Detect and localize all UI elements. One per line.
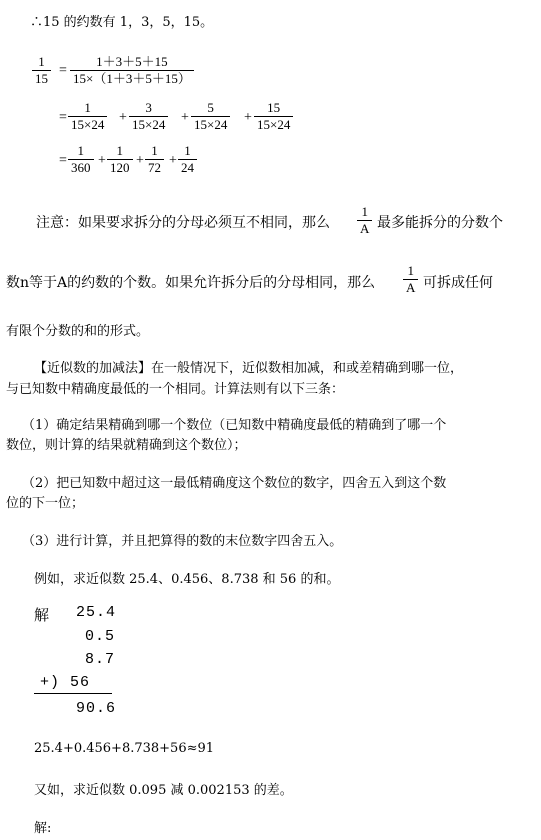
- result-line: 25.4+0.456+8.738+56≈91: [34, 741, 215, 756]
- r3-fraction-3: [145, 143, 164, 176]
- jie-label-2: 解:: [34, 821, 52, 836]
- rule-1-line-2: 数位，则计算的结果就精确到这个数位）；: [6, 438, 247, 453]
- addend-1: 25.4: [76, 604, 117, 621]
- plus-sign: +: [98, 153, 106, 168]
- plus-sign: +: [181, 110, 189, 125]
- section-heading-line: 【近似数的加减法】在一般情况下，近似数相加减，和或差精确到哪一位，: [34, 361, 464, 376]
- fraction-numerator: 1: [361, 204, 368, 219]
- lhs-fraction: [32, 54, 51, 87]
- sum-result: 90.6: [76, 700, 117, 717]
- fraction-denominator: 24: [181, 160, 194, 175]
- fraction-denominator: 15×24: [257, 117, 291, 132]
- note-line-2: 数n等于A的约数的个数。如果允许拆分后的分母相同，那么: [6, 275, 376, 291]
- example-1: 例如，求近似数 25.4、0.456、8.738 和 56 的和。: [34, 572, 340, 587]
- rule-2-line-2: 位的下一位；: [6, 496, 85, 511]
- rule-1-line-1: （1）确定结果精确到哪一个数位（已知数中精确度最低的精确到了哪一个: [22, 418, 447, 433]
- fraction-denominator: 15×24: [194, 117, 228, 132]
- note-line-1: 注意：如果要求拆分的分母必须互不相同，那么: [36, 215, 330, 231]
- rule-3: （3）进行计算，并且把算得的数的末位数字四舍五入。: [22, 534, 343, 549]
- intro-line: ∴15 的约数有 1，3，5，15。: [30, 15, 214, 30]
- r2-fraction-2: [129, 100, 168, 133]
- fraction-numerator: 3: [145, 100, 152, 115]
- fraction-numerator: 1: [151, 143, 158, 158]
- addend-2: 0.5: [85, 628, 116, 645]
- fraction-denominator: 15×24: [71, 117, 105, 132]
- example-2: 又如，求近似数 0.095 减 0.002153 的差。: [34, 783, 293, 798]
- r3-fraction-2: [107, 143, 133, 176]
- fraction-denominator: A: [360, 221, 370, 236]
- equals-sign: =: [59, 153, 67, 168]
- fraction-numerator: 1: [116, 143, 123, 158]
- fraction-numerator: 15: [267, 100, 281, 115]
- equals-sign: =: [59, 110, 67, 125]
- fraction-numerator: 5: [207, 100, 214, 115]
- jie-label: 解: [34, 606, 50, 624]
- fraction-denominator: 15×24: [132, 117, 166, 132]
- sum-rule-line: [34, 693, 112, 694]
- plus-sign: +: [244, 110, 252, 125]
- addend-3: 8.7: [85, 651, 116, 668]
- section-line-2: 与已知数中精确度最低的一个相同。计算法则有以下三条：: [6, 382, 345, 397]
- fraction-denominator: A: [406, 280, 416, 295]
- r2-fraction-4: [254, 100, 293, 133]
- fraction-numerator: 1: [407, 263, 414, 278]
- fraction-numerator: 1: [38, 54, 45, 69]
- fraction-numerator: 1: [84, 100, 91, 115]
- fraction-denominator: 15: [35, 71, 48, 86]
- fraction-numerator: 1: [77, 143, 84, 158]
- fraction-denominator: 360: [71, 160, 91, 175]
- r2-fraction-1: [68, 100, 107, 133]
- note-fraction-1: [357, 204, 372, 237]
- fraction-denominator: 72: [148, 160, 161, 175]
- r2-fraction-3: [191, 100, 230, 133]
- plus-sign: +: [119, 110, 127, 125]
- plus-sign: +: [169, 153, 177, 168]
- note-line-1-tail: 最多能拆分的分数个: [377, 215, 503, 231]
- equals-sign: =: [59, 63, 67, 78]
- note-line-3: 有限个分数的和的形式。: [6, 324, 150, 339]
- r1-fraction: [70, 54, 194, 87]
- plus-sign: +: [136, 153, 144, 168]
- fraction-denominator: 15×（1＋3＋5＋15）: [73, 71, 191, 86]
- fraction-numerator: 1: [184, 143, 191, 158]
- r3-fraction-4: [178, 143, 197, 176]
- addend-4: +) 56: [40, 674, 91, 691]
- note-fraction-2: [403, 263, 418, 296]
- fraction-numerator: 1＋3＋5＋15: [96, 54, 168, 69]
- fraction-denominator: 120: [110, 160, 130, 175]
- r3-fraction-1: [68, 143, 94, 176]
- rule-2-line-1: （2）把已知数中超过这一最低精确度这个数位的数字，四舍五入到这个数: [22, 476, 447, 491]
- note-line-2-tail: 可拆成任何: [423, 275, 493, 291]
